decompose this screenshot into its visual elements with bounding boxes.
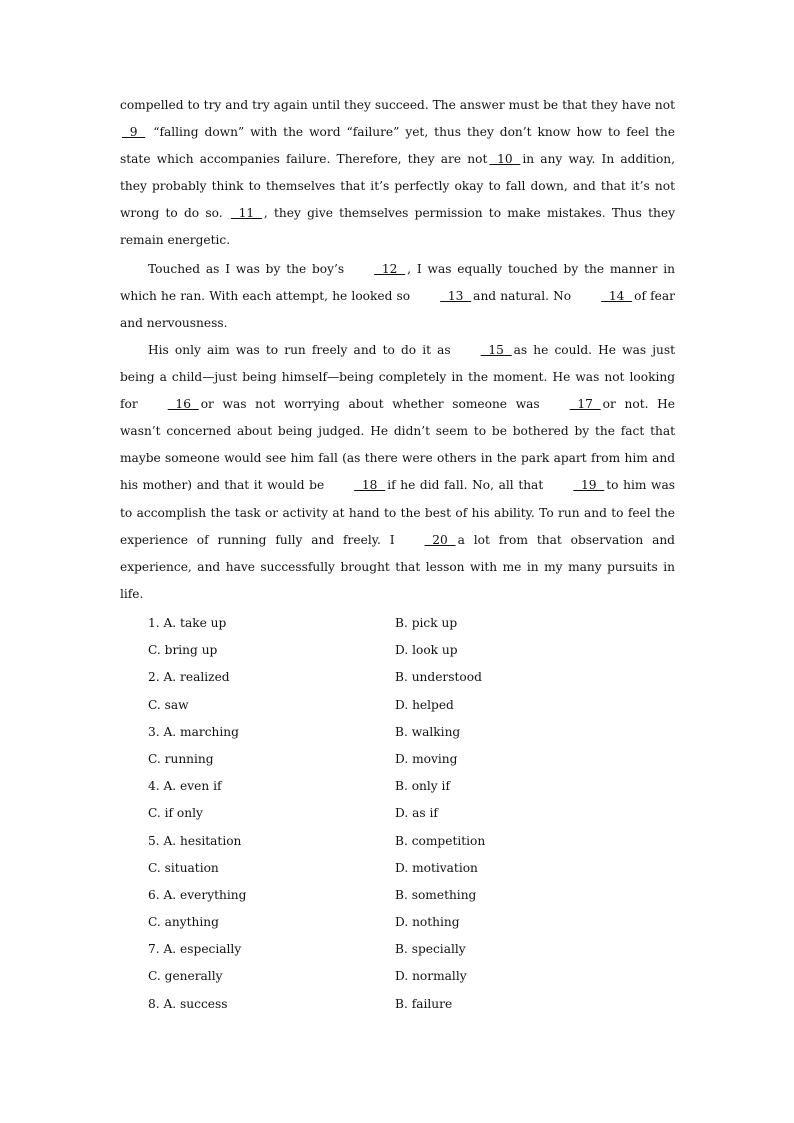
option-right: B. only if bbox=[395, 779, 450, 794]
text-segment: His only aim was to run freely and to do it as bbox=[148, 343, 451, 357]
blank-14: 14 bbox=[601, 289, 633, 304]
blank-19: 19 bbox=[573, 478, 605, 493]
text-segment: to him was to accomplish the task or activity at hand to the best of his ability. To run and to feel the experience of running fully and freely. I bbox=[120, 478, 675, 547]
option-right: D. normally bbox=[395, 969, 467, 984]
option-left: 3. A. marching bbox=[148, 724, 239, 739]
text-segment: or was not worrying about whether someone was bbox=[200, 397, 540, 412]
text-segment: “falling down” with the word “failure” yet, thus they don’t know how to feel the state which accompanies failure. Therefore, they are not bbox=[120, 125, 675, 167]
option-right: D. moving bbox=[395, 751, 458, 766]
text-segment: a lot from that observation and experience, and have successfully brought that lesson with me in my many pursuits in life. bbox=[120, 532, 675, 601]
option-left: 5. A. hesitation bbox=[148, 833, 242, 848]
option-row bbox=[148, 963, 548, 990]
option-row bbox=[148, 692, 548, 719]
option-row bbox=[148, 637, 548, 664]
option-left: C. bring up bbox=[148, 643, 218, 658]
text-segment: , I was equally touched by the manner in which he ran. With each attempt, he looked so bbox=[120, 262, 676, 304]
option-left: 7. A. especially bbox=[148, 942, 242, 957]
option-right: B. understood bbox=[395, 670, 482, 685]
option-left: C. situation bbox=[148, 860, 219, 875]
paragraph-3 bbox=[120, 337, 675, 608]
blank-16: 16 bbox=[167, 397, 199, 412]
text-segment: compelled to try and try again until they succeed. The answer must be that they have not bbox=[120, 98, 675, 112]
option-right: B. failure bbox=[395, 996, 453, 1011]
option-row bbox=[148, 719, 548, 746]
option-left: 8. A. success bbox=[148, 996, 228, 1011]
option-right: D. look up bbox=[395, 643, 458, 658]
option-row bbox=[148, 664, 548, 691]
text-segment: and natural. No bbox=[473, 289, 572, 304]
option-right: B. walking bbox=[395, 724, 461, 739]
option-right: B. something bbox=[395, 887, 477, 902]
blank-13: 13 bbox=[440, 289, 472, 304]
text-segment: Touched as I was by the boy’s bbox=[148, 262, 345, 276]
option-row bbox=[148, 773, 548, 800]
option-row bbox=[148, 800, 548, 827]
option-left: 2. A. realized bbox=[148, 670, 230, 685]
paragraph-1 bbox=[120, 92, 675, 255]
option-row bbox=[148, 991, 548, 1018]
blank-20: 20 bbox=[424, 532, 456, 547]
option-row bbox=[148, 746, 548, 773]
text-segment: or not. He wasn’t concerned about being judged. He didn’t seem to be bothered by the fact that maybe someone would see him fall (as there were others in the park apart from him and his mother) and that it would be bbox=[120, 397, 675, 493]
text-segment: if he did fall. No, all that bbox=[387, 478, 544, 493]
option-row bbox=[148, 855, 548, 882]
text-segment: as he could. He was just being a child—just being himself—being completely in the moment. He was not looking for bbox=[120, 343, 675, 412]
option-right: B. specially bbox=[395, 942, 466, 957]
option-left: C. anything bbox=[148, 915, 219, 930]
option-left: C. running bbox=[148, 751, 214, 766]
blank-12: 12 bbox=[374, 262, 406, 276]
blank-11: 11 bbox=[230, 206, 262, 221]
blank-9: 9 bbox=[122, 125, 146, 140]
text-segment: of fear and nervousness. bbox=[120, 289, 675, 331]
option-left: 4. A. even if bbox=[148, 779, 222, 794]
option-left: 1. A. take up bbox=[148, 616, 227, 630]
text-segment: in any way. In addition, they probably think to themselves that it’s perfectly okay to fall down, and that it’s not wrong to do so. bbox=[120, 152, 675, 221]
option-right: B. pick up bbox=[395, 616, 458, 630]
option-row bbox=[148, 882, 548, 909]
option-right: B. competition bbox=[395, 833, 486, 848]
blank-10: 10 bbox=[489, 152, 521, 167]
option-left: C. saw bbox=[148, 697, 189, 712]
answer-options bbox=[148, 610, 548, 1018]
blank-15: 15 bbox=[480, 343, 512, 357]
option-row bbox=[148, 610, 548, 637]
text-segment: , they give themselves permission to make mistakes. Thus they remain energetic. bbox=[120, 206, 675, 248]
paragraph-2 bbox=[120, 256, 675, 337]
option-row bbox=[148, 936, 548, 963]
option-left: C. if only bbox=[148, 806, 203, 821]
option-row bbox=[148, 828, 548, 855]
option-right: D. as if bbox=[395, 806, 438, 821]
option-left: 6. A. everything bbox=[148, 887, 247, 902]
option-right: D. helped bbox=[395, 697, 454, 712]
option-right: D. motivation bbox=[395, 860, 478, 875]
blank-17: 17 bbox=[569, 397, 601, 412]
blank-18: 18 bbox=[354, 478, 386, 493]
option-left: C. generally bbox=[148, 969, 223, 984]
option-row bbox=[148, 909, 548, 936]
option-right: D. nothing bbox=[395, 915, 460, 930]
